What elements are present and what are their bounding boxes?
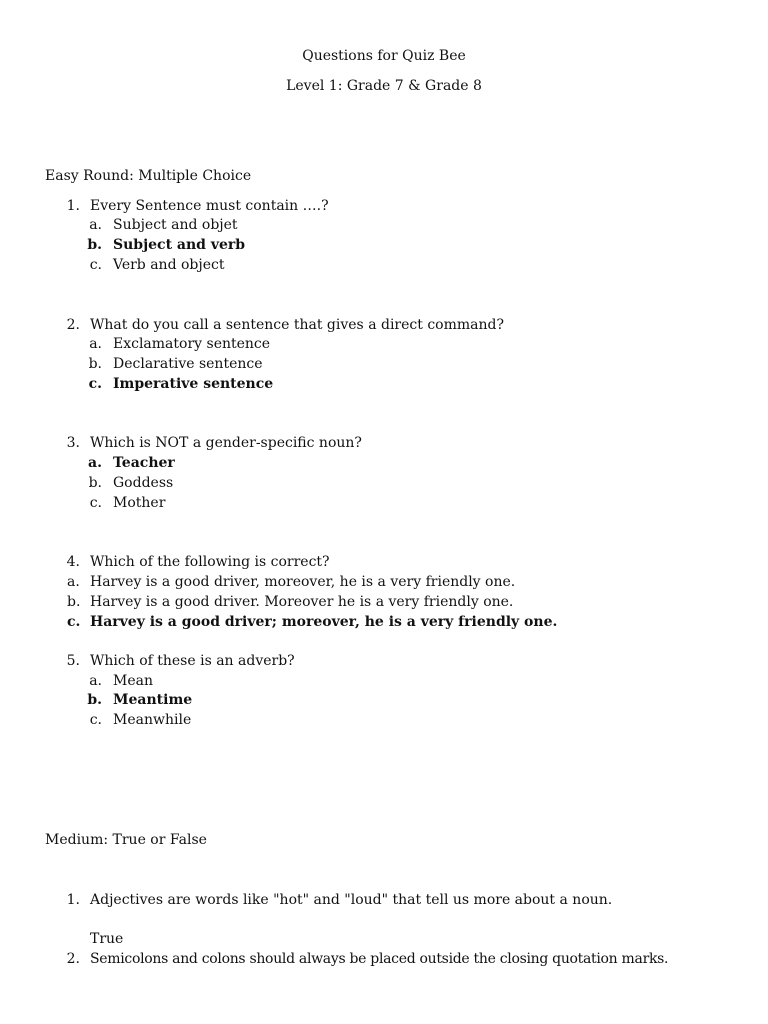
choice-letter: a. xyxy=(67,574,80,590)
choice-text-correct: Imperative sentence xyxy=(113,376,274,392)
choice-letter: b. xyxy=(67,594,81,610)
choice-text-correct: Harvey is a good driver; moreover, he is a very friendly one. xyxy=(90,614,558,630)
question-text: Every Sentence must contain ….? xyxy=(90,198,329,214)
choice-letter-correct: a. xyxy=(88,455,102,471)
question-number: 2. xyxy=(66,951,80,967)
question-number: 2. xyxy=(66,317,80,333)
question-text: What do you call a sentence that gives a direct command? xyxy=(90,317,504,333)
question-number: 1. xyxy=(66,198,80,214)
question-number: 4. xyxy=(66,554,80,570)
choice-text: Harvey is a good driver. Moreover he is a very friendly one. xyxy=(90,594,514,610)
question-text: Which of the following is correct? xyxy=(90,554,330,570)
document-subtitle: Level 1: Grade 7 & Grade 8 xyxy=(286,78,482,94)
question-number: 1. xyxy=(66,892,80,908)
choice-letter: a. xyxy=(89,336,102,352)
question-text: Semicolons and colons should always be placed outside the closing quotation marks. xyxy=(90,951,669,967)
choice-letter: c. xyxy=(89,257,102,273)
question-text: Adjectives are words like "hot" and "loud" that tell us more about a noun. xyxy=(90,892,613,908)
choice-letter: a. xyxy=(89,673,102,689)
choice-letter: b. xyxy=(88,475,102,491)
choice-text-correct: Subject and verb xyxy=(113,237,246,253)
choice-letter-correct: c. xyxy=(88,376,102,392)
choice-text-correct: Teacher xyxy=(113,455,175,471)
choice-text: Harvey is a good driver, moreover, he is a very friendly one. xyxy=(90,574,516,590)
question-number: 3. xyxy=(66,435,80,451)
choice-text: Verb and object xyxy=(113,257,225,273)
choice-letter: c. xyxy=(89,495,102,511)
choice-text: Meanwhile xyxy=(113,712,192,728)
choice-text-correct: Meantime xyxy=(113,692,193,708)
question-text: Which of these is an adverb? xyxy=(90,653,295,669)
choice-text: Declarative sentence xyxy=(113,356,263,372)
choice-text: Subject and objet xyxy=(113,217,238,233)
choice-text: Goddess xyxy=(113,475,174,491)
choice-letter-correct: b. xyxy=(87,692,102,708)
medium-round-heading: Medium: True or False xyxy=(45,832,207,848)
easy-round-heading: Easy Round: Multiple Choice xyxy=(45,168,252,184)
choice-letter-correct: c. xyxy=(67,614,81,630)
question-text: Which is NOT a gender-specific noun? xyxy=(90,435,362,451)
choice-letter: b. xyxy=(88,356,102,372)
question-number: 5. xyxy=(66,653,80,669)
choice-text: Mother xyxy=(113,495,166,511)
choice-letter-correct: b. xyxy=(87,237,102,253)
document-title: Questions for Quiz Bee xyxy=(302,48,466,64)
choice-letter: c. xyxy=(89,712,102,728)
answer-text: True xyxy=(90,931,124,947)
choice-text: Mean xyxy=(113,673,153,689)
choice-letter: a. xyxy=(89,217,102,233)
choice-text: Exclamatory sentence xyxy=(113,336,271,352)
